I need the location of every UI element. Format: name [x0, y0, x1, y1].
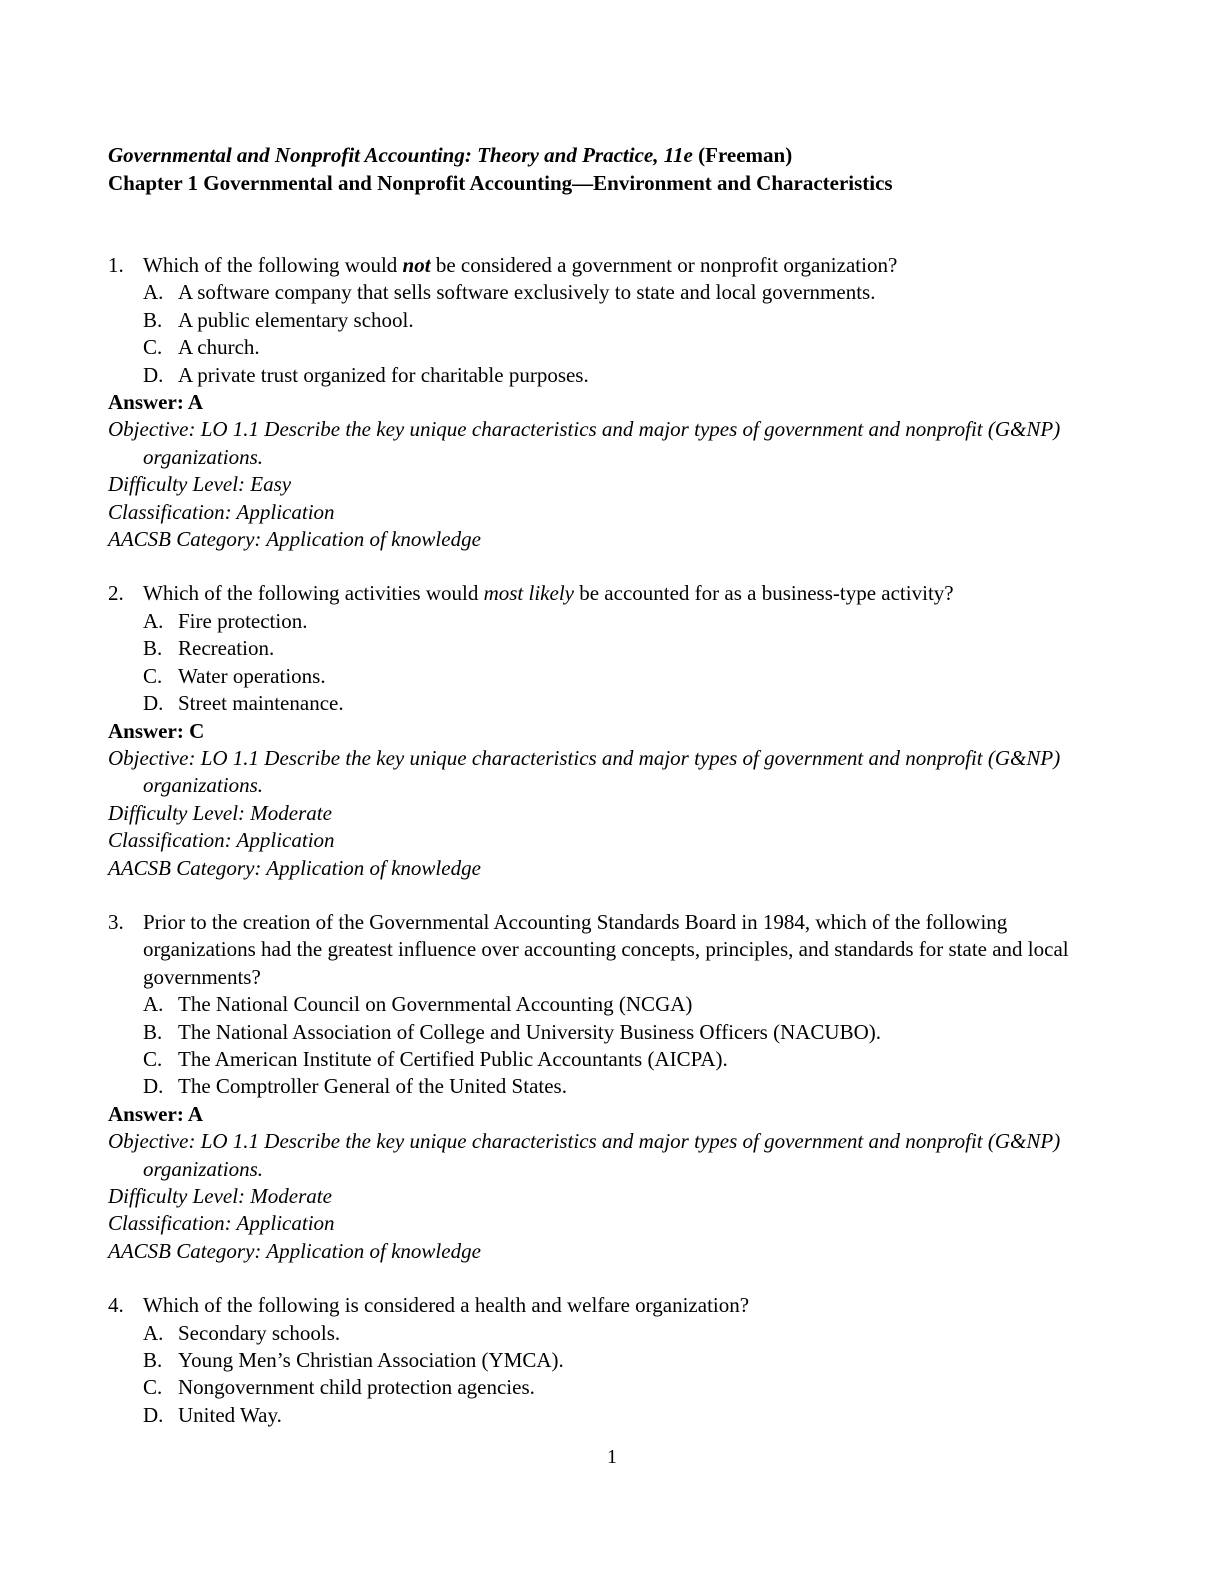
option-letter: A. — [143, 280, 164, 305]
option-letter: C. — [143, 663, 163, 688]
option-text: The National Council on Governmental Accounting (NCGA) — [178, 992, 693, 1017]
book-title: Governmental and Nonprofit Accounting: Theory and Practice, 11e — [108, 143, 693, 167]
option-letter: C. — [143, 335, 163, 360]
stem-text: Which of the following is considered a health and welfare organization? — [143, 1293, 750, 1318]
book-author: (Freeman) — [692, 143, 793, 167]
option-text: The American Institute of Certified Public Accountants (AICPA). — [178, 1046, 728, 1071]
difficulty-line: Difficulty Level: Moderate — [108, 1184, 332, 1208]
option-text: Secondary schools. — [178, 1320, 341, 1345]
classification-line: Classification: Application — [108, 828, 335, 853]
option-d — [108, 1073, 1108, 1100]
objective-line: Objective: LO 1.1 Describe the key unique characteristics and major types of government and nonprofit (G&NP) organizations. — [108, 1129, 1061, 1181]
option-letter: A. — [143, 608, 164, 633]
question-stem — [108, 909, 1108, 991]
option-letter: D. — [143, 691, 164, 716]
question-number: 4. — [108, 1293, 124, 1318]
option-c — [108, 1046, 1108, 1073]
stem-text-after: be accounted for as a business-type activity? — [573, 581, 954, 606]
option-text: A public elementary school. — [178, 307, 414, 332]
option-letter: D. — [143, 1074, 164, 1099]
option-b — [108, 1019, 1108, 1046]
stem-text: Which of the following would — [143, 253, 403, 277]
question-number: 1. — [108, 253, 124, 277]
option-text: A private trust organized for charitable purposes. — [178, 362, 589, 387]
question-number: 3. — [108, 909, 124, 934]
question-1 — [108, 252, 1108, 553]
option-text: Young Men’s Christian Association (YMCA). — [178, 1348, 564, 1373]
option-d — [108, 690, 1108, 717]
question-stem — [108, 580, 1108, 607]
option-a — [108, 991, 1108, 1018]
stem-emphasis: most likely — [483, 581, 574, 606]
option-text: Street maintenance. — [178, 691, 344, 716]
aacsb-line: AACSB Category: Application of knowledge — [108, 1238, 481, 1263]
option-b — [108, 307, 1108, 334]
option-text: Fire protection. — [178, 608, 308, 633]
answer-line: Answer: C — [108, 718, 205, 743]
difficulty-line: Difficulty Level: Easy — [108, 472, 292, 497]
option-letter: B. — [143, 1019, 163, 1044]
stem-text-after: be considered a government or nonprofit organization? — [430, 253, 898, 277]
stem-text: Which of the following activities would — [143, 581, 484, 606]
question-2 — [108, 580, 1108, 881]
option-b — [108, 1347, 1108, 1374]
option-c — [108, 1374, 1108, 1401]
option-b — [108, 635, 1108, 662]
document-header — [108, 141, 1118, 197]
option-text: A church. — [178, 335, 260, 360]
question-number: 2. — [108, 581, 124, 606]
option-letter: A. — [143, 992, 164, 1017]
option-d — [108, 1402, 1108, 1429]
stem-text: Prior to the creation of the Governmental Accounting Standards Board in 1984, which of the following organizations had the greatest influence over accounting concepts, principles, and standards for state and local governments? — [143, 909, 1069, 989]
question-3 — [108, 909, 1108, 1265]
book-title-line — [108, 141, 1118, 169]
page-number: 1 — [607, 1446, 617, 1468]
question-4 — [108, 1292, 1108, 1429]
question-list — [108, 252, 1108, 1429]
option-d — [108, 362, 1108, 389]
objective-line: Objective: LO 1.1 Describe the key unique characteristics and major types of government and nonprofit (G&NP) organizations. — [108, 417, 1061, 469]
option-text: Nongovernment child protection agencies. — [178, 1375, 535, 1400]
classification-line: Classification: Application — [108, 499, 335, 524]
answer-line: Answer: A — [108, 390, 204, 415]
option-text: Recreation. — [178, 636, 275, 661]
option-letter: D. — [143, 362, 164, 387]
option-text: The National Association of College and University Business Officers (NACUBO). — [178, 1019, 881, 1044]
option-text: Water operations. — [178, 663, 326, 688]
aacsb-line: AACSB Category: Application of knowledge — [108, 855, 481, 880]
option-letter: B. — [143, 636, 163, 661]
option-text: United Way. — [178, 1402, 282, 1427]
question-stem — [108, 252, 1108, 279]
difficulty-line: Difficulty Level: Moderate — [108, 800, 332, 825]
chapter-title: Chapter 1 Governmental and Nonprofit Accounting—Environment and Characteristics — [108, 171, 893, 195]
classification-line: Classification: Application — [108, 1211, 335, 1236]
option-letter: C. — [143, 1375, 163, 1400]
stem-emphasis: not — [402, 253, 431, 277]
option-a — [108, 608, 1108, 635]
aacsb-line: AACSB Category: Application of knowledge — [108, 527, 481, 552]
option-c — [108, 663, 1108, 690]
option-letter: D. — [143, 1402, 164, 1427]
option-text: The Comptroller General of the United States. — [178, 1074, 567, 1099]
option-text: A software company that sells software exclusively to state and local governments. — [178, 280, 876, 305]
option-a — [108, 1320, 1108, 1347]
option-letter: B. — [143, 1348, 163, 1373]
option-c — [108, 334, 1108, 361]
option-letter: A. — [143, 1320, 164, 1345]
question-stem — [108, 1292, 1108, 1319]
option-a — [108, 279, 1108, 306]
answer-line: Answer: A — [108, 1101, 204, 1126]
option-letter: C. — [143, 1046, 163, 1071]
objective-line: Objective: LO 1.1 Describe the key unique characteristics and major types of government and nonprofit (G&NP) organizations. — [108, 745, 1061, 798]
option-letter: B. — [143, 307, 163, 332]
